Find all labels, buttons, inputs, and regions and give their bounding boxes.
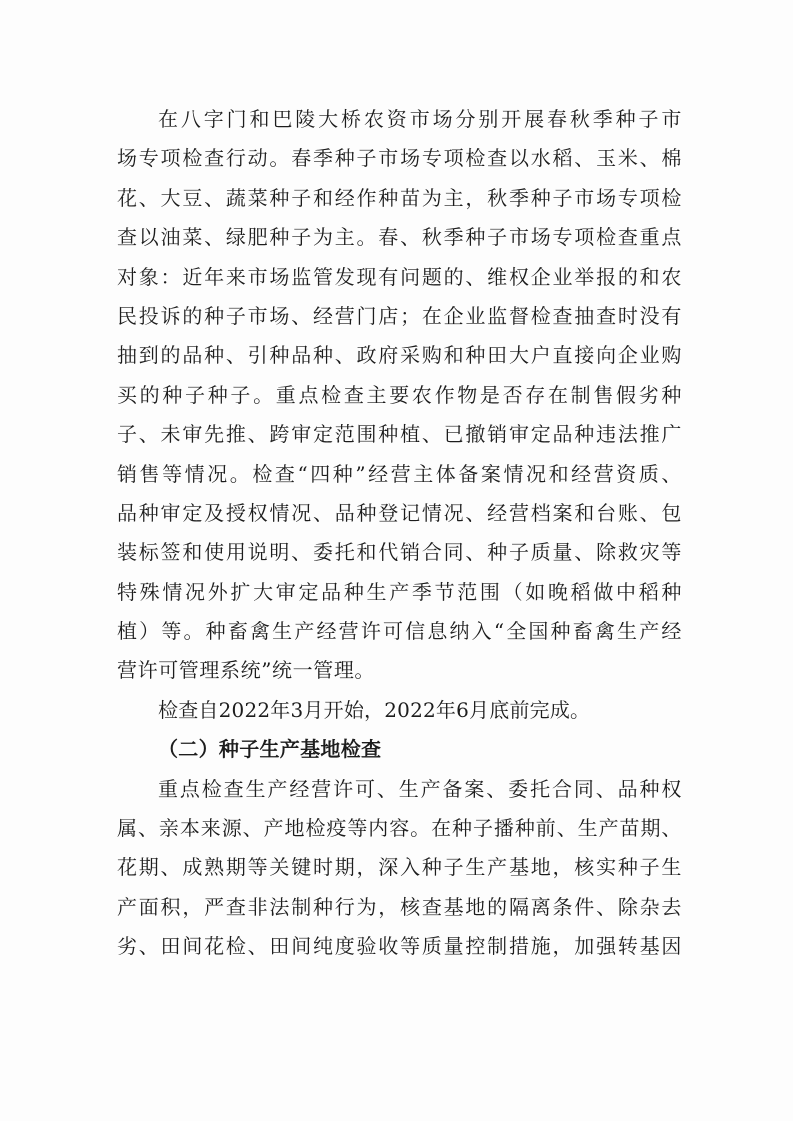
paragraph-market-inspection [117, 100, 682, 691]
paragraph-schedule: 检查自2022年3月开始，2022年6月底前完成。 [158, 697, 591, 722]
text-line: 对象：近年来市场监管发现有问题的、维权企业举报的和农 [117, 264, 682, 289]
text-line: 重点检查生产经营许可、生产备案、委托合同、品种权 [158, 776, 682, 801]
text-line: 销售等情况。检查“四种”经营主体备案情况和经营资质、 [117, 461, 682, 486]
text-line: 抽到的品种、引种品种、政府采购和种田大户直接向企业购 [117, 343, 682, 368]
text-line: 花、大豆、蔬菜种子和经作种苗为主，秋季种子市场专项检 [117, 185, 682, 210]
text-line: 产面积，严查非法制种行为，核查基地的隔离条件、除杂去 [117, 894, 682, 919]
paragraph-production-base-inspection [117, 770, 682, 967]
document-body [117, 100, 682, 967]
text-line: 营许可管理系统”统一管理。 [117, 658, 376, 683]
text-line: 属、亲本来源、产地检疫等内容。在种子播种前、生产苗期、 [117, 816, 682, 841]
text-line: 子、未审先推、跨审定范围种植、已撤销审定品种违法推广 [117, 422, 682, 447]
text-line: 装标签和使用说明、委托和代销合同、种子质量、除救灾等 [117, 540, 682, 565]
text-line: 民投诉的种子市场、经营门店；在企业监督检查抽查时没有 [117, 303, 682, 328]
text-line: 劣、田间花检、田间纯度验收等质量控制措施，加强转基因 [117, 934, 682, 959]
text-line: 特殊情况外扩大审定品种生产季节范围（如晚稻做中稻种 [117, 579, 682, 604]
text-line: 买的种子种子。重点检查主要农作物是否存在制售假劣种 [117, 382, 682, 407]
text-line: 品种审定及授权情况、品种登记情况、经营档案和台账、包 [117, 500, 682, 525]
text-line: 查以油菜、绿肥种子为主。春、秋季种子市场专项检查重点 [117, 225, 682, 250]
text-line: 场专项检查行动。春季种子市场专项检查以水稻、玉米、棉 [117, 146, 682, 171]
text-line: 植）等。种畜禽生产经营许可信息纳入“全国种畜禽生产经 [117, 619, 682, 644]
text-line: 花期、成熟期等关键时期，深入种子生产基地，核实种子生 [117, 855, 682, 880]
section-heading: （二）种子生产基地检查 [158, 737, 382, 762]
text-line: 在八字门和巴陵大桥农资市场分别开展春秋季种子市 [158, 107, 682, 131]
